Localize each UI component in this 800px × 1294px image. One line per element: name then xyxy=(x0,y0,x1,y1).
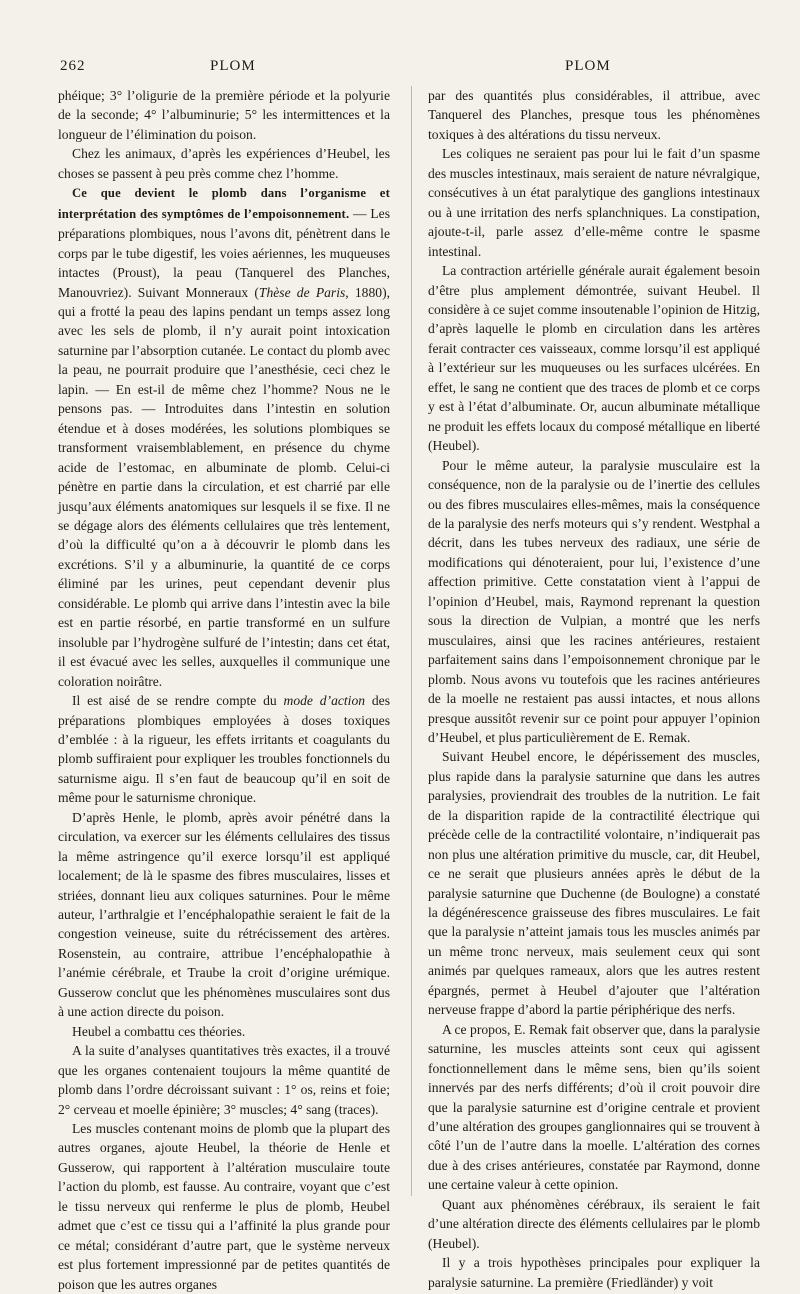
paragraph: Suivant Heubel encore, le dépérissement des muscles, plus rapide dans la paralysie saturnine que dans les autres paralysies, proviendrait des troubles de la nutrition. Le fait de la disparition rapide de la contractilité électrique qui précède celle de la contractilité volontaire, n’indiquerait pas non plus une altération primitive du muscle, car, dit Heubel, ce ne serait que plusieurs années après le début de la paralysie saturnine que Duchenne (de Boulogne) a constaté la dégénérescence graisseuse des fibres musculaires. Le fait que la paralysie n’atteint jamais tous les muscles animés par un même tronc nerveux, mais seulement ceux qui sont animés par quelques rameaux, alors que les autres restent épargnés, permet à Heubel d’ajouter que l’altération nerveuse frappe d’abord la partie périphérique des nerfs. xyxy=(428,749,760,1018)
column-divider xyxy=(411,86,412,1196)
paragraph-text: — Les préparations plombiques, nous l’avons dit, pénètrent dans le corps par le tube digestif, les voies aériennes, les muqueuses intactes (Proust), la peau (Tanquerel des Planches, Manouvriez). Suivant Monneraux ( xyxy=(58,205,390,300)
page-number: 262 xyxy=(60,58,86,74)
paragraph: Les coliques ne seraient pas pour lui le fait d’un spasme des muscles intestinaux, mais seraient de nature névralgique, consécutives à un état paralytique des ganglions intestinaux ou à une irritation des nerfs splanchniques. La constipation, ajoute-t-il, parle assez d’elle-même contre le spasme intestinal. xyxy=(428,146,760,259)
paragraph: Heubel a combattu ces théories. xyxy=(72,1023,246,1039)
italic-term: mode d’action xyxy=(283,693,366,709)
paragraph: A ce propos, E. Remak fait observer que, dans la paralysie saturnine, les muscles atteints sont ceux qui agissent fonctionnellement dans le même sens, bien qu’ils soient innervés par des nerfs différents; d’où il croit pouvoir dire que la paralysie saturnine est d’origine centrale et provient d’une altération des groupes ganglionnaires qui se trouvent à côté l’un de l’autre dans la moelle. L’altération des cornes due à des crises antérieures, constatée par Raymond, donne une certaine valeur à cette opinion. xyxy=(428,1021,760,1193)
paragraph xyxy=(58,183,390,691)
paragraph: D’après Henle, le plomb, après avoir pénétré dans la circulation, va exercer sur les éléments cellulaires des tissus la même astringence qu’il exerce lorsqu’il est appliqué localement; de là le spasme des fibres musculaires, lisses et striées, donnant lieu aux coliques saturnines. Pour le même auteur, l’arthralgie et l’encéphalopathie seraient le fait de la congestion veineuse, suite du rétrécissement des artères. Rosenstein, au contraire, attribue l’encéphalopathie à l’anémie cérébrale, et Traube la croit d’origine urémique. Gusserow conclut que les phénomènes musculaires sont dus à une action directe du poison. xyxy=(58,809,390,1020)
running-header xyxy=(60,58,760,78)
right-running-title: PLOM xyxy=(565,58,611,74)
section-heading: Ce que devient le plomb dans l’organisme et interprétation des symptômes de l’empoisonnement. xyxy=(58,186,390,221)
paragraph: Quant aux phénomènes cérébraux, ils seraient le fait d’une altération directe des éléments cellulaires par le plomb (Heubel). xyxy=(428,1196,760,1251)
paragraph-text: Il est aisé de se rendre compte du xyxy=(72,693,284,709)
paragraph: Il y a trois hypothèses principales pour expliquer la paralysie saturnine. La première (Friedländer) y voit xyxy=(428,1255,760,1290)
paragraph: Pour le même auteur, la paralysie musculaire est la conséquence, non de la paralysie ou de l’inertie des cellules ou des fibres musculaires elles-mêmes, mais la conséquence de la paralysie des nerfs moteurs qui s’y rendent. Westphal a décrit, dans les tubes nerveux des radiaux, une série de modifications qui dénoteraient, pour lui, l’existence d’une affection primitive. Cette constatation vient à l’appui de l’opinion d’Heubel, mais, Raymond reprenant la question sous la direction de Vulpian, a montré que les nerfs musculaires, ainsi que les racines antérieures, restaient parfaitement sains dans l’empoisonnement chronique par le plomb. Nous avons vu toutefois que les racines antérieures de la moelle ne restaient pas aussi intactes, et nous allons presque aussitôt revenir sur ce point pour appuyer l’opinion d’Heubel, et plus particulièrement de E. Remak. xyxy=(428,457,760,745)
paragraph xyxy=(58,691,390,808)
paragraph: A la suite d’analyses quantitatives très exactes, il a trouvé que les organes contenaient toujours la même quantité de plomb dans l’ordre décroissant suivant : 1° os, reins et foie; 2° cerveau et moelle épinière; 3° muscles; 4° sang (traces). xyxy=(58,1043,390,1117)
paragraph-text: des préparations plombiques employées à doses toxiques d’emblée : à la rigueur, les effets irritants et coagulants du plomb suffiraient pour expliquer les troubles fonctionnels du saturnisme aigu. Il s’en faut de beaucoup qu’il en soit de même pour le saturnisme chronique. xyxy=(58,693,390,806)
paragraph: La contraction artérielle générale aurait également besoin d’être plus amplement démontrée, suivant Heubel. Il considère à ce sujet comme insoutenable l’opinion de Hitzig, d’après laquelle le plomb en circulation dans les artères ferait contracter ces vaisseaux, comme lorsqu’il est appliqué à l’extérieur sur les muqueuses ou les surfaces ulcérées. En effet, le sang ne contient que des traces de plomb et ce corps y est à l’état d’albuminate. Or, aucun albuminate métallique ne produit les effets locaux du composé métallique en liberté (Heubel). xyxy=(428,263,760,454)
paragraph: par des quantités plus considérables, il attribue, avec Tanquerel des Planches, presque tous les phénomènes toxiques à des altérations du tissu nerveux. xyxy=(428,88,760,142)
paragraph: phéique; 3° l’oligurie de la première période et la polyurie de la seconde; 4° l’albuminurie; 5° les intermittences et la longueur de l’élimination du poison. xyxy=(58,88,390,142)
left-running-title: PLOM xyxy=(210,58,256,74)
paragraph-text: , 1880), qui a frotté la peau des lapins pendant un temps assez long avec les sels de plomb, il n’y aurait point intoxication saturnine par l’absorption cutanée. Le contact du plomb avec la peau, ne pourrait produire que l’anesthésie, ceci chez le lapin. — En est-il de même chez l’homme? Nous ne le pensons pas. — Introduites dans l’intestin en solution étendue et à doses modérées, les solutions plombiques se transforment vraisemblablement, en présence du chyme acide de l’estomac, en albuminate de plomb. Celui-ci pénètre en partie dans la circulation, et est charrié par elle jusqu’aux éléments anatomiques sur lesquels il se fixe. Il ne se dégage alors des éléments cellulaires que très lentement, d’où la difficulté qu’on a à découvrir le plomb dans les excrétions. S’il y a albuminurie, la quantité de ce corps éliminé par les urines, peut cependant devenir plus considérable. Le plomb qui arrive dans l’intestin avec la bile est en partie résorbé, en partie transformé en un sulfure insoluble par l’hydrogène sulfuré de l’intestin; dans cet état, il est évacué avec les selles, auxquelles il communique une coloration noirâtre. xyxy=(58,284,390,689)
right-column xyxy=(428,86,760,1290)
paragraph: Chez les animaux, d’après les expériences d’Heubel, les choses se passent à peu près comme chez l’homme. xyxy=(58,146,390,181)
paragraph: Les muscles contenant moins de plomb que la plupart des autres organes, ajoute Heubel, la théorie de Henle et Gusserow, qui rapportent à l’altération musculaire toute l’action du plomb, est fausse. Au contraire, voyant que c’est le tissu nerveux qui renferme le plus de plomb, Heubel admet que c’est ce tissu qui a l’affinité la plus grande pour ce métal; considérant d’autre part, que le système nerveux est plus fortement impressionné par de petites quantités de poison que les autres organes xyxy=(58,1121,390,1292)
left-column xyxy=(58,86,390,1292)
italic-citation: Thèse de Paris xyxy=(258,284,346,300)
